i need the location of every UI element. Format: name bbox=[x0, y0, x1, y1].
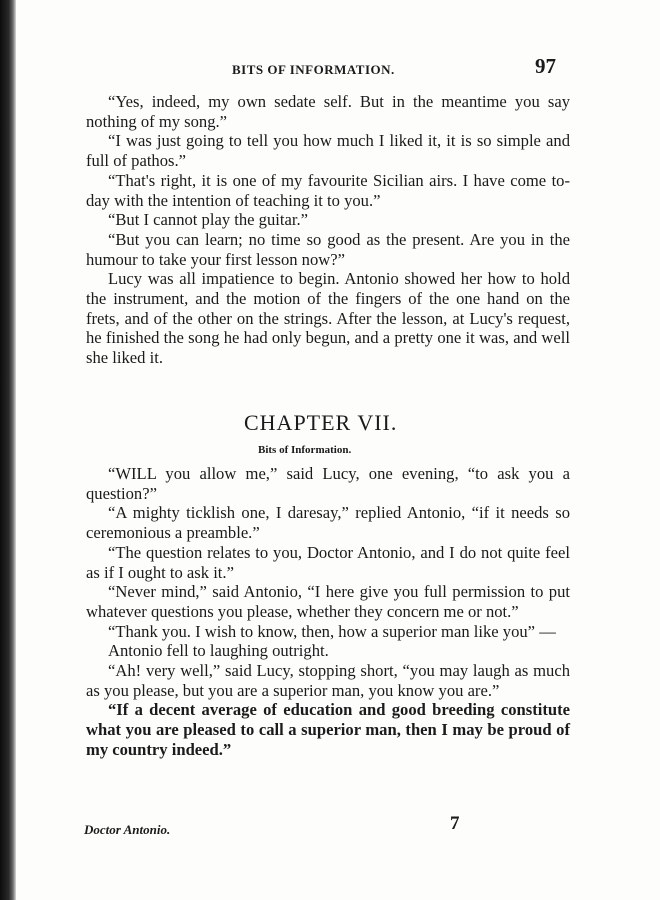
paragraph: “If a decent average of education and good breeding constitute what you are pleased to call a superior man, then I may be proud of my country indeed.” bbox=[86, 700, 570, 759]
book-page bbox=[16, 0, 660, 900]
paragraph: “WILL you allow me,” said Lucy, one evening, “to ask you a question?” bbox=[86, 464, 570, 503]
chapter-title: CHAPTER VII. bbox=[244, 410, 398, 435]
paragraph: Antonio fell to laughing outright. bbox=[108, 641, 329, 661]
paragraph: “That's right, it is one of my favourite Sicilian airs. I have come to-day with the intention of teaching it to you.” bbox=[86, 170, 570, 210]
signature-mark: 7 bbox=[450, 813, 460, 834]
paragraph: “Yes, indeed, my own sedate self. But in the meantime you say nothing of my song.” bbox=[86, 92, 570, 131]
paragraph: “Thank you. I wish to know, then, how a superior man like you” — bbox=[108, 621, 556, 641]
paragraph: “But I cannot play the guitar.” bbox=[108, 210, 308, 230]
page-number: 97 bbox=[535, 54, 556, 78]
paragraph: “I was just going to tell you how much I liked it, it is so simple and full of pathos.” bbox=[86, 131, 570, 171]
paragraph: “A mighty ticklish one, I daresay,” replied Antonio, “if it needs so ceremonious a preamble.” bbox=[86, 503, 570, 543]
paragraph: Lucy was all impatience to begin. Antonio showed her how to hold the instrument, and the motion of the fingers of the one hand on the frets, and of the other on the strings. After the lesson, at Lucy's request, he finished the song he had only begun, and a pretty one it was, and well she liked it. bbox=[86, 269, 570, 368]
paragraph: “Ah! very well,” said Lucy, stopping short, “you may laugh as much as you please, but you are a superior man, you know you are.” bbox=[86, 661, 570, 700]
paragraph: “The question relates to you, Doctor Antonio, and I do not quite feel as if I ought to ask it.” bbox=[86, 542, 570, 582]
paragraph: “But you can learn; no time so good as the present. Are you in the humour to take your first lesson now?” bbox=[86, 229, 570, 269]
chapter-text-block bbox=[86, 464, 570, 760]
top-text-block bbox=[86, 92, 570, 368]
chapter-subtitle: Bits of Information. bbox=[258, 444, 352, 456]
footer-book-title: Doctor Antonio. bbox=[84, 822, 171, 837]
paragraph: “Never mind,” said Antonio, “I here give you full permission to put whatever questions you please, whether they concern me or not.” bbox=[86, 582, 570, 621]
book-binding-shadow bbox=[0, 0, 16, 900]
running-title: BITS OF INFORMATION. bbox=[232, 62, 395, 77]
